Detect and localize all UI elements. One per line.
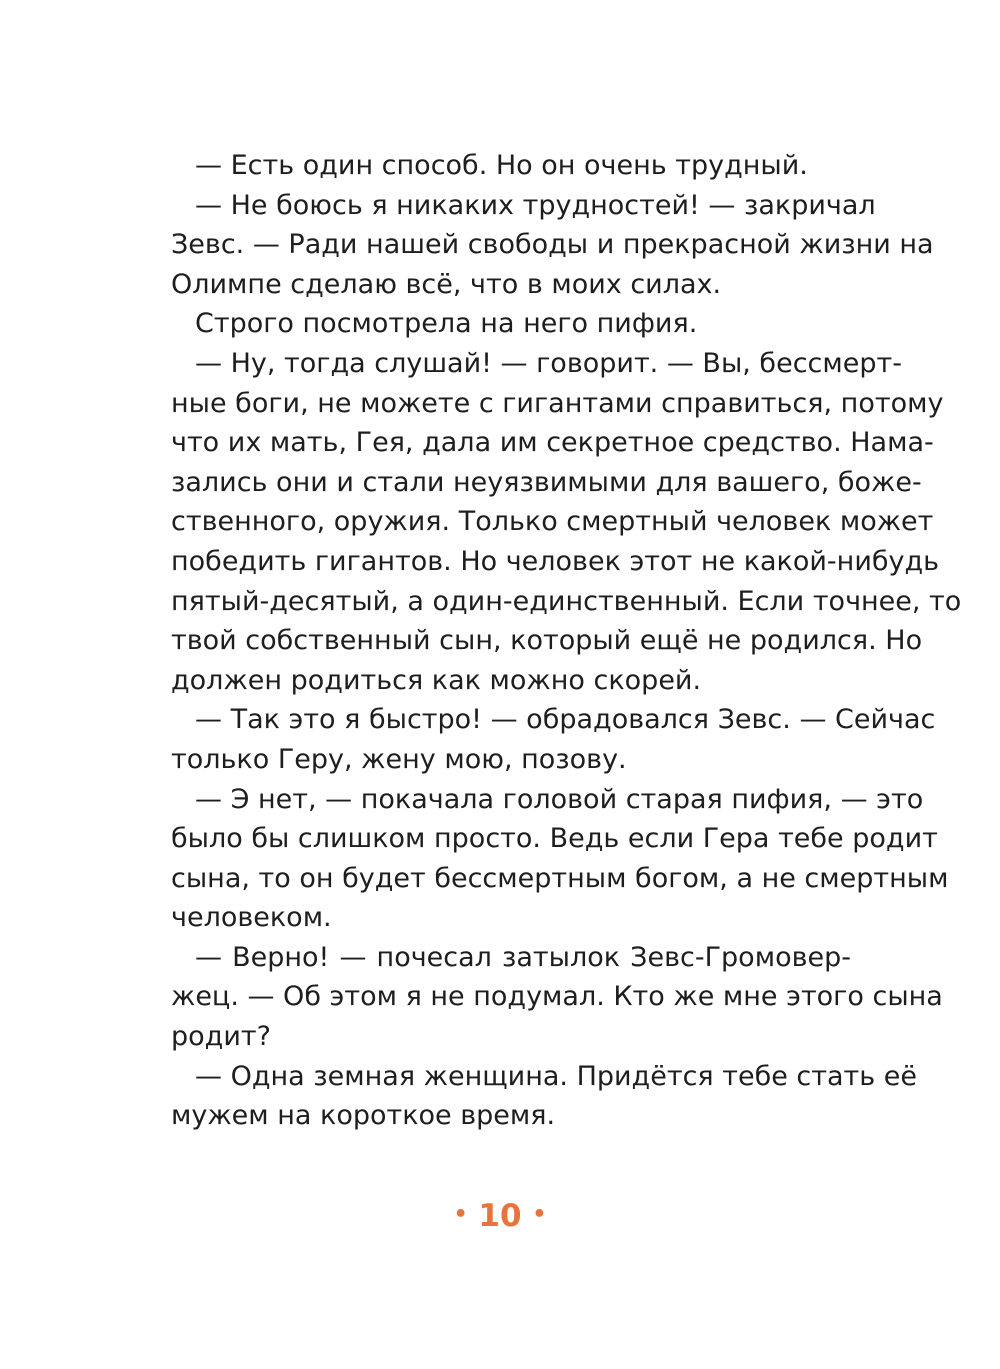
text-line: — Одна земная женщина. Придётся тебе стать её <box>195 1060 917 1092</box>
text-line: ственного, оружия. Только смертный человек может <box>171 506 934 538</box>
text-line: жец. — Об этом я не подумал. Кто же мне этого сына <box>171 981 943 1013</box>
page-number-value: 10 <box>478 1198 522 1234</box>
text-line: сына, то он будет бессмертным богом, а не смертным <box>171 862 949 894</box>
text-line: твой собственный сын, который ещё не родился. Но <box>171 625 923 657</box>
body-text <box>171 146 962 1136</box>
text-line: — Верно! — почесал затылок Зевс-Громовер- <box>195 941 851 973</box>
text-line: — Э нет, — покачала головой старая пифия, — это <box>195 783 924 815</box>
text-line: только Геру, жену мою, позову. <box>171 743 627 775</box>
text-line: зались они и стали неуязвимыми для вашего, боже- <box>171 466 922 498</box>
text-line: — Не боюсь я никаких трудностей! — закричал <box>195 189 876 221</box>
text-line: что их мать, Гея, дала им секретное средство. Нама- <box>171 427 934 459</box>
text-line: — Так это я быстро! — обрадовался Зевс. — Сейчас <box>195 704 936 736</box>
bullet-left: • <box>453 1201 468 1227</box>
text-line: победить гигантов. Но человек этот не какой-нибудь <box>171 545 940 577</box>
text-line: человеком. <box>171 902 332 934</box>
text-line: — Ну, тогда слушай! — говорит. — Вы, бессмерт- <box>195 347 902 379</box>
page-number <box>0 1196 1000 1238</box>
text-line: Зевс. — Ради нашей свободы и прекрасной жизни на <box>171 229 934 261</box>
text-line: мужем на короткое время. <box>171 1100 556 1132</box>
text-line: — Есть один способ. Но он очень трудный. <box>195 150 808 181</box>
text-line: Олимпе сделаю всё, что в моих силах. <box>171 268 722 300</box>
text-line: пятый-десятый, а один-единственный. Если точнее, то <box>171 585 962 617</box>
text-line: родит? <box>171 1021 271 1053</box>
text-line: было бы слишком просто. Ведь если Гера тебе родит <box>171 823 938 855</box>
bullet-right: • <box>532 1201 547 1227</box>
text-line: должен родиться как можно скорей. <box>171 664 702 696</box>
text-line: Строго посмотрела на него пифия. <box>195 308 698 340</box>
text-line: ные боги, не можете с гигантами справиться, потому <box>171 387 944 419</box>
